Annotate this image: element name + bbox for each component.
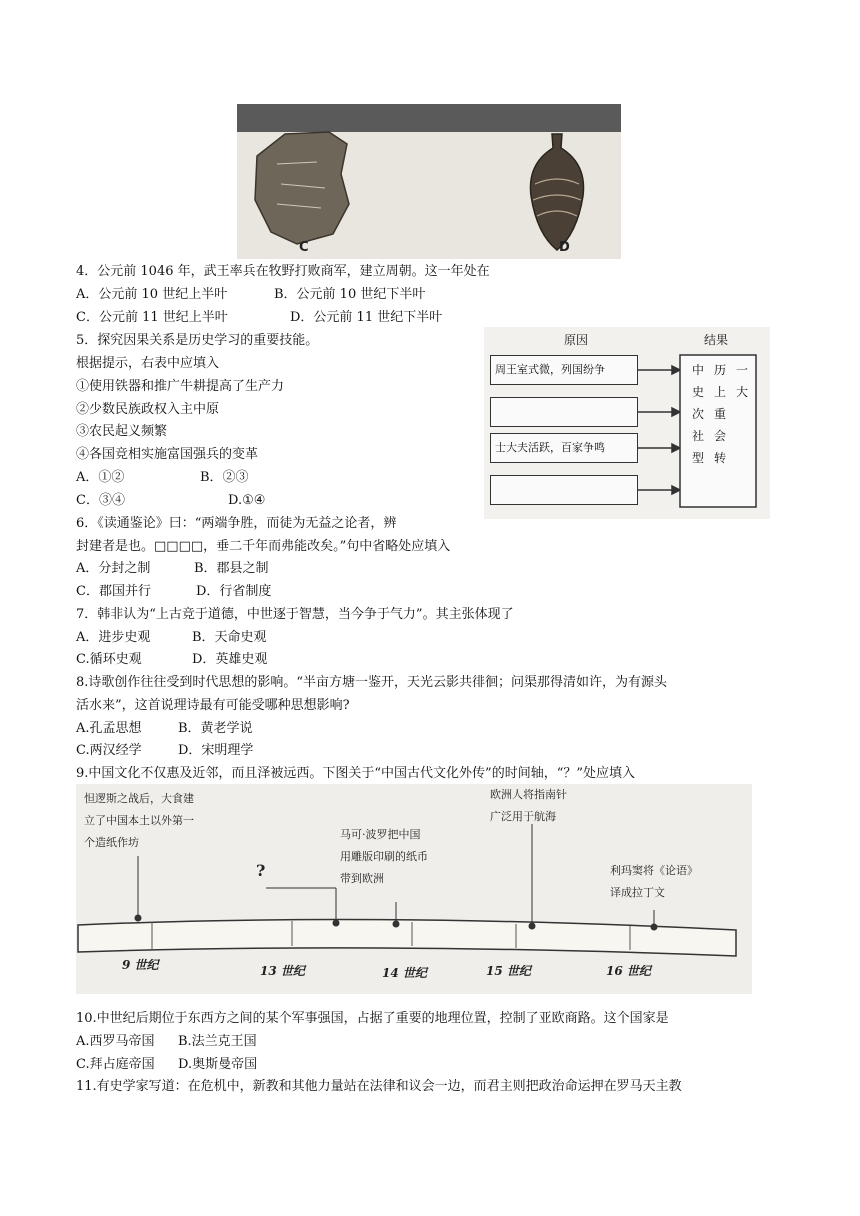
q4-option-d: D．公元前 11 世纪下半叶 bbox=[290, 310, 443, 325]
q8-option-a: A.孔孟思想 bbox=[76, 721, 142, 736]
q4-option-b: B．公元前 10 世纪下半叶 bbox=[274, 287, 426, 302]
q6-stem-1: 6．《读通鉴论》曰：“两端争胜，而徒为无益之论者，辨 bbox=[76, 516, 397, 531]
timeline-event-3: 欧洲人将指南针 广泛用于航海 bbox=[490, 788, 567, 823]
q8-option-b: B．黄老学说 bbox=[178, 721, 253, 736]
cause-header: 原因 bbox=[564, 333, 589, 347]
timeline-question-mark: ? bbox=[256, 861, 266, 880]
q5-item-1: ①使用铁器和推广牛耕提高了生产力 bbox=[76, 379, 285, 394]
q5-item-3: ③农民起义频繁 bbox=[76, 424, 168, 439]
century-16: 16 世纪 bbox=[606, 964, 651, 978]
q6-stem-2: 封建者是也。□□□□，垂二千年而弗能改矣。”句中省略处应填入 bbox=[76, 539, 451, 554]
q7-option-c: C.循环史观 bbox=[76, 652, 142, 667]
q5-item-2: ②少数民族政权入主中原 bbox=[76, 402, 220, 417]
timeline-event-4: 利玛窦将《论语》 译成拉丁文 bbox=[610, 864, 698, 899]
result-text bbox=[692, 359, 752, 469]
timeline-figure bbox=[76, 784, 752, 994]
q11-stem: 11.有史学家写道：在危机中，新教和其他力量站在法律和议会一边，而君主则把政治命运押在罗马天主教 bbox=[76, 1079, 682, 1094]
q8-stem-1: 8.诗歌创作往往受到时代思想的影响。“半亩方塘一鉴开，天光云影共徘徊；问渠那得清如许，为有源头 bbox=[76, 675, 668, 690]
cause-effect-figure bbox=[484, 327, 770, 519]
q6-option-d: D．行省制度 bbox=[196, 584, 272, 599]
q7-option-d: D．英雄史观 bbox=[192, 652, 268, 667]
result-col-b: 历 上 重 会 转 bbox=[714, 363, 727, 465]
timeline-event-1: 怛逻斯之战后，大食建 立了中国本土以外第一 个造纸作坊 bbox=[84, 792, 194, 849]
century-14: 14 世纪 bbox=[382, 966, 427, 980]
timeline-event-2: 马可·波罗把中国 用雕版印刷的纸币 带到欧洲 bbox=[340, 828, 428, 885]
q4-option-a: A．公元前 10 世纪上半叶 bbox=[76, 287, 228, 302]
q10-option-c: C.拜占庭帝国 bbox=[76, 1057, 155, 1072]
result-header: 结果 bbox=[704, 333, 729, 347]
q6-option-b: B．郡县之制 bbox=[194, 561, 269, 576]
q8-option-c: C.两汉经学 bbox=[76, 743, 142, 758]
q9-stem: 9.中国文化不仅惠及近邻，而且泽被远西。下图关于“中国古代文化外传”的时间轴，“？”处应填入 bbox=[76, 766, 635, 781]
q10-option-a: A.西罗马帝国 bbox=[76, 1034, 155, 1049]
q5-option-c: C．③④ bbox=[76, 493, 125, 508]
q10-option-d: D.奥斯曼帝国 bbox=[178, 1057, 258, 1072]
q5-option-a: A．①② bbox=[76, 470, 125, 485]
q10-option-b: B.法兰克王国 bbox=[178, 1034, 257, 1049]
q7-option-b: B．天命史观 bbox=[192, 630, 267, 645]
label-d: D bbox=[559, 240, 570, 255]
q8-option-d: D．宋明理学 bbox=[178, 743, 254, 758]
q5-option-b: B．②③ bbox=[200, 470, 249, 485]
q6-option-c: C．郡国并行 bbox=[76, 584, 151, 599]
artifact-figure bbox=[237, 104, 621, 259]
century-15: 15 世纪 bbox=[486, 964, 531, 978]
q5-item-4: ④各国竞相实施富国强兵的变革 bbox=[76, 447, 259, 462]
q10-stem: 10.中世纪后期位于东西方之间的某个军事强国，占据了重要的地理位置，控制了亚欧商路。这个国家是 bbox=[76, 1011, 669, 1026]
century-9: 9 世纪 bbox=[122, 958, 159, 972]
result-col-c: 一 大 bbox=[736, 363, 749, 399]
oracle-bone-icon bbox=[255, 132, 349, 244]
label-c: C bbox=[299, 240, 309, 255]
q7-stem: 7．韩非认为“上古竞于道德，中世逐于智慧，当今争于气力”。其主张体现了 bbox=[76, 607, 514, 622]
result-col-a: 中 史 次 社 型 bbox=[692, 363, 705, 465]
cause-row-3: 士大夫活跃，百家争鸣 bbox=[490, 433, 638, 463]
q5-stem: 5．探究因果关系是历史学习的重要技能。 bbox=[76, 333, 319, 348]
q7-option-a: A．进步史观 bbox=[76, 630, 151, 645]
q5-option-d: D.①④ bbox=[228, 493, 266, 508]
q8-stem-2: 活水来”，这首说理诗最有可能受哪种思想影响? bbox=[76, 698, 350, 713]
pottery-vase-icon bbox=[530, 134, 583, 250]
q5-hint: 根据提示，右表中应填入 bbox=[76, 356, 220, 371]
century-13: 13 世纪 bbox=[260, 964, 305, 978]
cause-row-1: 周王室式微，列国纷争 bbox=[490, 355, 638, 385]
artifact-drawings bbox=[237, 104, 621, 259]
q6-option-a: A．分封之制 bbox=[76, 561, 151, 576]
q4-option-c: C．公元前 11 世纪上半叶 bbox=[76, 310, 228, 325]
q4-stem: 4．公元前 1046 年，武王率兵在牧野打败商军，建立周朝。这一年处在 bbox=[76, 264, 490, 279]
